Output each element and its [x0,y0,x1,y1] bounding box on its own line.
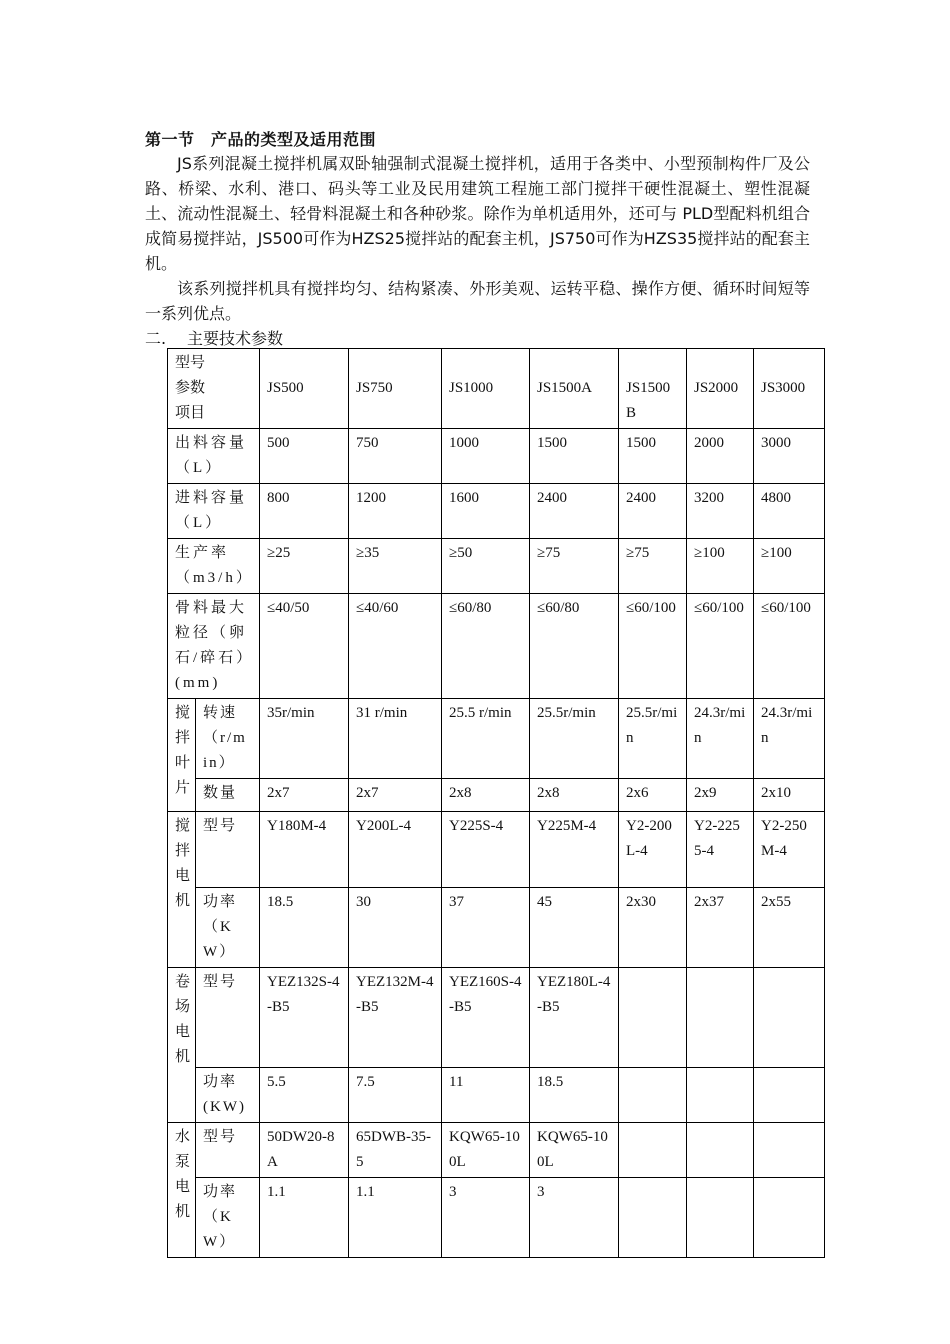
subsection-title [145,326,283,349]
sub-label-cell [196,779,260,812]
value-cell [619,779,687,812]
table-row [168,812,825,888]
value-cell [349,429,442,484]
cell-value: 750 [356,435,379,451]
value-cell [754,699,825,779]
value-cell [530,539,619,594]
value-cell [349,594,442,699]
cell-value: ≥75 [537,545,561,561]
cell-value: 1600 [449,490,479,506]
value-cell [442,594,530,699]
row-label-cell [168,484,260,539]
value-cell [687,594,754,699]
value-cell [754,539,825,594]
table-row [168,594,825,699]
cell-value: YEZ132M-4-B5 [356,974,434,1015]
row-label-cell [168,594,260,699]
row-label: 出料容量（L） [175,435,248,476]
value-cell [619,1123,687,1178]
value-cell [442,699,530,779]
value-cell [530,888,619,968]
cell-value: 2x10 [761,785,791,801]
value-cell [687,1123,754,1178]
value-cell [442,812,530,888]
model-label: JS1500A [537,380,593,396]
cell-value: 31 r/min [356,705,408,721]
model-label: JS750 [356,380,393,396]
sub-label: 功率（KW） [203,1184,238,1250]
cell-value: ≥100 [694,545,725,561]
value-cell [349,539,442,594]
value-cell [349,1068,442,1123]
cell-value: 25.5 r/min [449,705,512,721]
value-cell [687,484,754,539]
table-header-row [168,349,825,429]
subsection-number: 二. [145,329,167,348]
model-cell [442,349,530,429]
group-label: 水泵电机 [175,1129,191,1220]
group-label-cell [168,699,196,812]
value-cell [530,779,619,812]
cell-value: 1.1 [356,1184,375,1200]
header-label-cell [168,349,260,429]
value-cell [619,1178,687,1258]
cell-value: ≤60/100 [761,600,811,616]
value-cell [260,1068,349,1123]
value-cell [260,699,349,779]
cell-value: 1.1 [267,1184,286,1200]
sub-label: 功率（KW） [203,894,238,960]
cell-value: ≤40/50 [267,600,310,616]
cell-value: 3000 [761,435,791,451]
group-label-cell [168,968,196,1123]
cell-value: 3 [537,1184,545,1200]
cell-value: ≤40/60 [356,600,399,616]
value-cell [687,779,754,812]
value-cell [349,888,442,968]
sub-label-cell [196,1178,260,1258]
model-cell [619,349,687,429]
cell-value: YEZ132S-4-B5 [267,974,340,1015]
value-cell [530,1068,619,1123]
value-cell [619,484,687,539]
table-row [168,484,825,539]
value-cell [754,779,825,812]
value-cell [754,594,825,699]
value-cell [530,429,619,484]
cell-value: ≥50 [449,545,473,561]
row-label: 骨料最大粒径（卵石/碎石）(mm) [175,600,248,691]
table-row [168,1123,825,1178]
cell-value: 24.3r/min [694,705,746,746]
value-cell [260,968,349,1068]
value-cell [442,779,530,812]
cell-value: 2400 [537,490,567,506]
cell-value: 30 [356,894,371,910]
model-cell [349,349,442,429]
cell-value: 2x8 [449,785,472,801]
value-cell [687,812,754,888]
sub-label-cell [196,888,260,968]
cell-value: 4800 [761,490,791,506]
sub-label: 功率(KW) [203,1074,246,1115]
features-paragraph: 该系列搅拌机具有搅拌均匀、结构紧凑、外形美观、运转平稳、操作方便、循环时间短等一系列优点。 [145,279,810,323]
value-cell [687,1068,754,1123]
value-cell [260,539,349,594]
value-cell [349,699,442,779]
cell-value: 2x37 [694,894,724,910]
cell-value: Y180M-4 [267,818,327,834]
value-cell [619,699,687,779]
cell-value: 1200 [356,490,386,506]
sub-label: 转速（r/min） [203,705,247,771]
cell-value: 5.5 [267,1074,286,1090]
group-label-cell [168,1123,196,1258]
model-label: JS500 [267,380,304,396]
table-row [168,429,825,484]
cell-value: 35r/min [267,705,315,721]
group-label: 搅拌电机 [175,818,191,909]
cell-value: 2x7 [356,785,379,801]
group-label: 搅拌叶片 [175,705,191,796]
cell-value: Y2-250M-4 [761,818,807,859]
cell-value: Y2-200L-4 [626,818,672,859]
value-cell [442,888,530,968]
row-label-cell [168,429,260,484]
cell-value: Y225S-4 [449,818,504,834]
intro-paragraph: JS系列混凝土搅拌机属双卧轴强制式混凝土搅拌机，适用于各类中、小型预制构件厂及公路、桥梁、水利、港口、码头等工业及民用建筑工程施工部门搅拌干硬性混凝土、塑性混凝土、流动性混凝土、轻骨料混凝土和各种砂浆。除作为单机适用外，还可与 PLD型配料机组合成简易搅拌站，JS500可作为HZS25搅拌站的配套主机，JS750可作为HZS35搅拌站的配套主机。 [145,154,810,273]
value-cell [687,539,754,594]
value-cell [260,779,349,812]
cell-value: 65DWB-35-5 [356,1129,431,1170]
table-row [168,539,825,594]
model-label: JS3000 [761,380,806,396]
cell-value: 50DW20-8A [267,1129,335,1170]
value-cell [442,429,530,484]
cell-value: YEZ160S-4-B5 [449,974,522,1015]
value-cell [349,1178,442,1258]
value-cell [619,539,687,594]
value-cell [619,968,687,1068]
cell-value: ≤60/80 [537,600,580,616]
value-cell [754,1123,825,1178]
table-row [168,699,825,779]
cell-value: 2000 [694,435,724,451]
value-cell [754,1178,825,1258]
value-cell [349,968,442,1068]
value-cell [754,1068,825,1123]
cell-value: 1000 [449,435,479,451]
table-row [168,888,825,968]
value-cell [349,779,442,812]
cell-value: 2x8 [537,785,560,801]
model-cell [754,349,825,429]
value-cell [619,1068,687,1123]
sub-label: 型号 [203,974,238,990]
cell-value: Y2-2255-4 [694,818,740,859]
model-label: JS1000 [449,380,494,396]
cell-value: 25.5r/min [626,705,678,746]
sub-label-cell [196,1068,260,1123]
value-cell [260,484,349,539]
value-cell [442,1068,530,1123]
value-cell [442,539,530,594]
table-row [168,1178,825,1258]
value-cell [619,594,687,699]
table-row [168,968,825,1068]
cell-value: Y225M-4 [537,818,597,834]
value-cell [260,888,349,968]
value-cell [687,888,754,968]
value-cell [530,1178,619,1258]
value-cell [530,699,619,779]
sub-label: 数量 [203,785,238,801]
cell-value: 2x55 [761,894,791,910]
value-cell [260,1178,349,1258]
cell-value: ≥35 [356,545,380,561]
cell-value: 24.3r/min [761,705,813,746]
sub-label-cell [196,812,260,888]
cell-value: KQW65-100L [537,1129,608,1170]
cell-value: 18.5 [537,1074,564,1090]
value-cell [530,484,619,539]
group-label-cell [168,812,196,968]
cell-value: 2x7 [267,785,290,801]
value-cell [530,812,619,888]
value-cell [530,968,619,1068]
value-cell [260,429,349,484]
cell-value: 2400 [626,490,656,506]
spec-table-body [168,349,825,1258]
value-cell [619,888,687,968]
value-cell [754,484,825,539]
cell-value: 2x6 [626,785,649,801]
cell-value: 800 [267,490,290,506]
value-cell [349,812,442,888]
model-cell [687,349,754,429]
table-row [168,1068,825,1123]
value-cell [530,1123,619,1178]
value-cell [754,429,825,484]
cell-value: 7.5 [356,1074,375,1090]
header-label: 型号参数项目 [175,355,206,421]
cell-value: 45 [537,894,552,910]
value-cell [754,888,825,968]
value-cell [349,1123,442,1178]
spec-table [167,348,825,1258]
value-cell [442,484,530,539]
value-cell [687,968,754,1068]
value-cell [260,1123,349,1178]
sub-label-cell [196,1123,260,1178]
group-label: 卷场电机 [175,974,191,1065]
row-label: 生产率（m3/h） [175,545,254,586]
cell-value: 37 [449,894,464,910]
cell-value: 3 [449,1184,457,1200]
cell-value: ≥25 [267,545,291,561]
model-label: JS1500B [626,380,671,421]
cell-value: 500 [267,435,290,451]
sub-label-cell [196,968,260,1068]
row-label-cell [168,539,260,594]
value-cell [619,812,687,888]
cell-value: 1500 [537,435,567,451]
section-heading: 第一节 产品的类型及适用范围 [145,130,377,149]
cell-value: YEZ180L-4-B5 [537,974,611,1015]
value-cell [442,1123,530,1178]
cell-value: 2x30 [626,894,656,910]
cell-value: ≥75 [626,545,650,561]
cell-value: 1500 [626,435,656,451]
cell-value: ≤60/100 [694,600,744,616]
cell-value: ≤60/100 [626,600,676,616]
row-label: 进料容量（L） [175,490,248,531]
table-row [168,779,825,812]
cell-value: 2x9 [694,785,717,801]
value-cell [442,968,530,1068]
value-cell [687,1178,754,1258]
value-cell [687,429,754,484]
value-cell [442,1178,530,1258]
cell-value: 25.5r/min [537,705,596,721]
sub-label: 型号 [203,1129,238,1145]
cell-value: ≤60/80 [449,600,492,616]
sub-label: 型号 [203,818,238,834]
value-cell [260,594,349,699]
model-label: JS2000 [694,380,739,396]
subsection-label: 主要技术参数 [187,329,284,348]
cell-value: KQW65-100L [449,1129,520,1170]
cell-value: Y200L-4 [356,818,411,834]
value-cell [619,429,687,484]
cell-value: ≥100 [761,545,792,561]
model-cell [530,349,619,429]
sub-label-cell [196,699,260,779]
value-cell [260,812,349,888]
cell-value: 3200 [694,490,724,506]
value-cell [349,484,442,539]
cell-value: 18.5 [267,894,294,910]
value-cell [687,699,754,779]
cell-value: 11 [449,1074,464,1090]
model-cell [260,349,349,429]
value-cell [754,812,825,888]
value-cell [530,594,619,699]
value-cell [754,968,825,1068]
